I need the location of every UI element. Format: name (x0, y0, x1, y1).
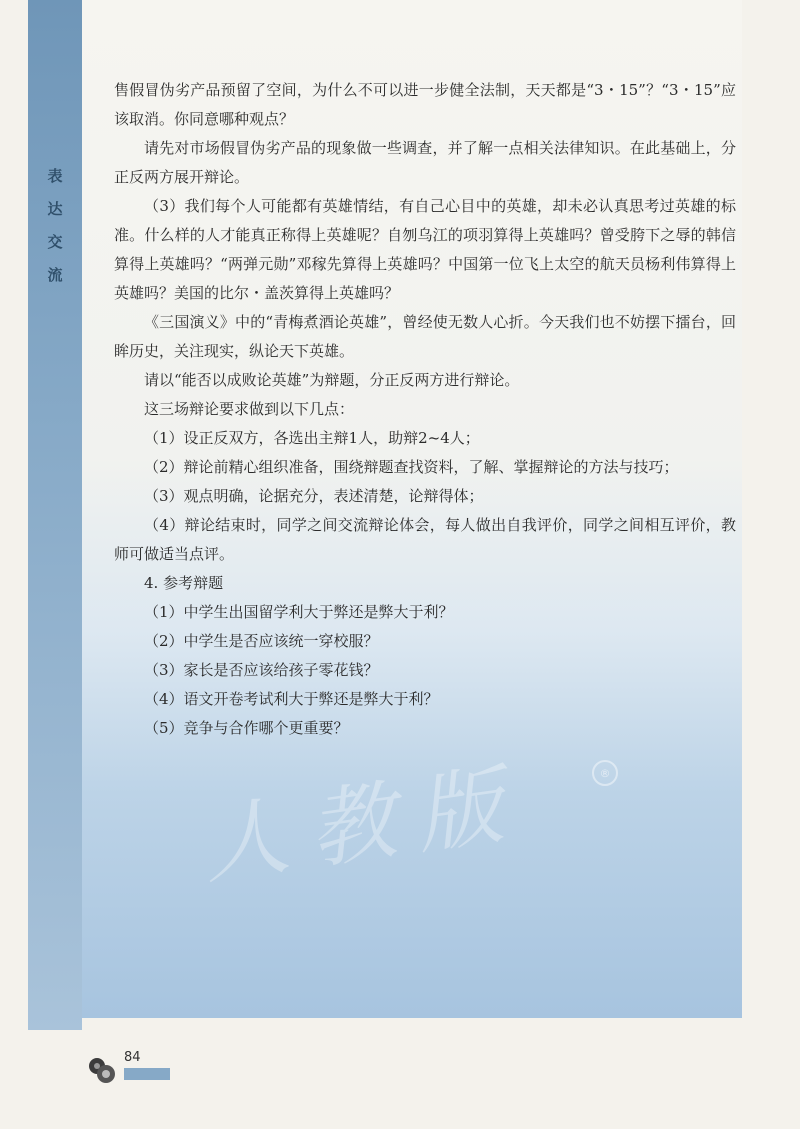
section-heading: 4. 参考辩题 (144, 574, 224, 592)
paragraph: 请以“能否以成败论英雄”为辩题，分正反两方进行辩论。 (144, 371, 520, 389)
list-item: （2）辩论前精心组织准备，围绕辩题查找资料，了解、掌握辩论的方法与技巧； (144, 458, 679, 476)
side-label-char: 表 (47, 167, 63, 185)
section-side-label (41, 160, 69, 292)
footer-emblem-icon (86, 1054, 120, 1088)
paragraph: 这三场辩论要求做到以下几点： (144, 400, 355, 418)
publisher-watermark: 人教版 (195, 752, 531, 897)
page-tab (124, 1068, 170, 1080)
list-item: （2）中学生是否应该统一穿校服？ (144, 632, 379, 650)
body-text (114, 76, 736, 743)
list-item: （3）观点明确，论据充分，表述清楚，论辩得体； (144, 487, 484, 505)
paragraph: （3）我们每个人可能都有英雄情结，有自己心目中的英雄，却未必认真思考过英雄的标准。什么样的人才能真正称得上英雄呢？自刎乌江的项羽算得上英雄吗？曾受胯下之辱的韩信算得上英雄吗？“两弹元勋”邓稼先算得上英雄吗？中国第一位飞上太空的航天员杨利伟算得上英雄吗？美国的比尔・盖茨算得上英雄吗？ (114, 197, 736, 302)
side-band (28, 0, 82, 1030)
list-item: （4）辩论结束时，同学之间交流辩论体会，每人做出自我评价，同学之间相互评价，教师可做适当点评。 (114, 516, 736, 563)
list-item: （1）设正反双方，各选出主辩1人，助辩2~4人； (144, 429, 480, 447)
side-label-char: 达 (47, 200, 63, 218)
side-label-char: 交 (47, 233, 63, 251)
paragraph: 《三国演义》中的“青梅煮酒论英雄”，曾经使无数人心折。今天我们也不妨摆下擂台，回眸历史，关注现实，纵论天下英雄。 (114, 313, 736, 360)
list-item: （5）竞争与合作哪个更重要？ (144, 719, 349, 737)
page-number: 84 (124, 1050, 141, 1065)
paragraph: 售假冒伪劣产品预留了空间，为什么不可以进一步健全法制，天天都是“3・15”？“3・15”应该取消。你同意哪种观点？ (114, 81, 736, 128)
paragraph: 请先对市场假冒伪劣产品的现象做一些调查，并了解一点相关法律知识。在此基础上，分正反两方展开辩论。 (114, 139, 736, 186)
list-item: （3）家长是否应该给孩子零花钱？ (144, 661, 379, 679)
list-item: （1）中学生出国留学利大于弊还是弊大于利？ (144, 603, 454, 621)
registered-mark: ® (592, 760, 618, 786)
list-item: （4）语文开卷考试利大于弊还是弊大于利？ (144, 690, 439, 708)
side-label-char: 流 (47, 266, 63, 284)
